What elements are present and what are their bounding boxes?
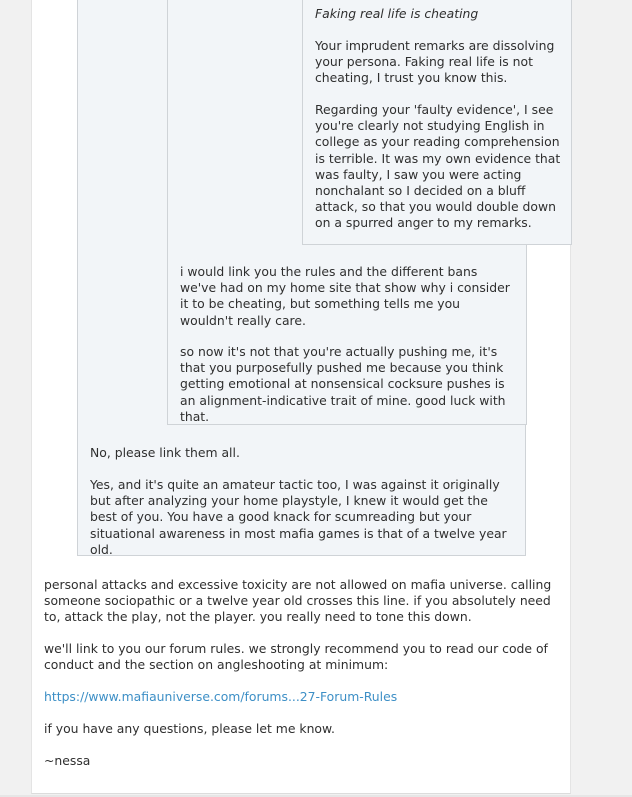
quote-block-outer xyxy=(77,0,561,557)
quote-outer-paragraph: No, please link them all. xyxy=(90,445,240,460)
quote-block-middle xyxy=(167,0,561,425)
quote-middle-paragraph: i would link you the rules and the different bans we've had on my home site that show why i consider it to be cheating, but something tells me you wouldn't really care. xyxy=(180,264,510,328)
quote-inner-paragraph: Regarding your 'faulty evidence', I see you're clearly not studying English in college as your reading comprehension is terrible. It was my own evidence that was faulty, I saw you were acting nonchalant so I decided on a bluff attack, so that you would double down on a spurred anger to my remarks. xyxy=(315,102,561,231)
forum-post xyxy=(31,0,571,794)
forum-rules-link[interactable]: https://www.mafiauniverse.com/forums...27-Forum-Rules xyxy=(44,689,398,704)
reply-paragraph: if you have any questions, please let me know. xyxy=(44,721,335,736)
signature: ~nessa xyxy=(44,753,91,768)
quote-block-inner xyxy=(302,0,572,245)
reply-paragraph: personal attacks and excessive toxicity are not allowed on mafia universe. calling someone sociopathic or a twelve year old crosses this line. if you absolutely need to, attack the play, not the player. you really need to tone this down. xyxy=(44,577,552,625)
quote-outer-paragraph: Yes, and it's quite an amateur tactic too, I was against it originally but after analyzing your home playstyle, I knew it would get the best of you. You have a good knack for scumreading but your situational awareness in most mafia games is that of a twelve year old. xyxy=(90,477,507,557)
quote-inner-paragraph: Your imprudent remarks are dissolving your persona. Faking real life is not cheating, I trust you know this. xyxy=(315,38,555,86)
quote-middle-paragraph: so now it's not that you're actually pushing me, it's that you purposefully pushed me because you think getting emotional at nonsensical cocksure pushes is an alignment-indicative trait of mine. good luck with that. xyxy=(180,344,506,424)
reply-paragraph: we'll link to you our forum rules. we strongly recommend you to read our code of conduct and the section on angleshooting at minimum: xyxy=(44,641,548,673)
quote-inner-heading: Faking real life is cheating xyxy=(315,6,479,21)
